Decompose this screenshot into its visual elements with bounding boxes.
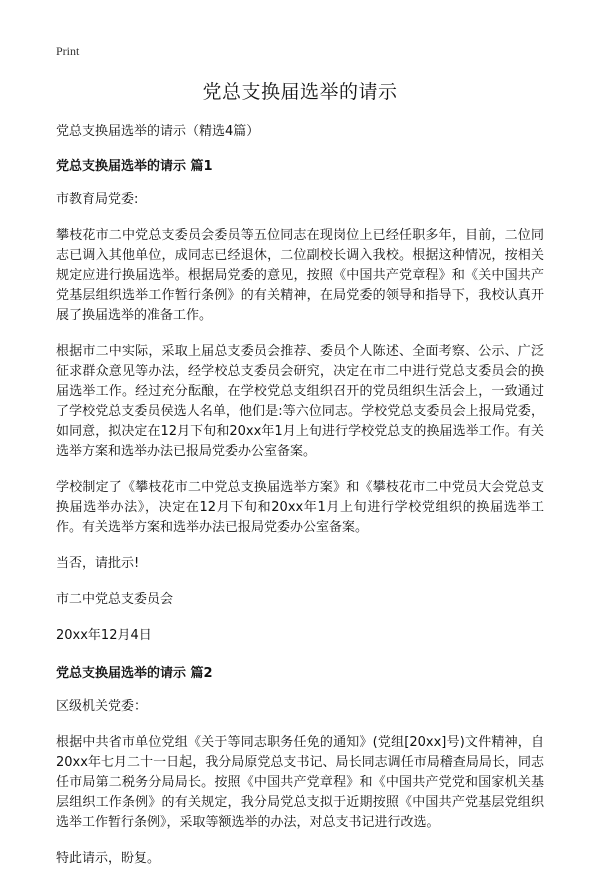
closing-line: 特此请示，盼复。 [56,851,161,866]
section-heading: 党总支换届选举的请示 篇2 [56,666,213,681]
body-paragraph: 根据中共省市单位党组《关于等同志职务任免的通知》(党组[20xx]号)文件精神，自20xx年七月二十一日起，我分局原党总支书记、局长同志调任市局稽查局局长，同志任市局第二税务分局局长。按照《中国共产党章程》和《中国共产党党和国家机关基层组织工作条例》的有关规定，我分局党总支拟于近期按照《中国共产党基层党组织选举工作暂行条例》，采取等额选举的办法，对总支书记进行改选。 [56,735,544,830]
document-subtitle: 党总支换届选举的请示（精选4篇） [56,124,260,139]
section-2 [56,662,544,869]
section-heading: 党总支换届选举的请示 篇1 [56,159,213,174]
signature: 市二中党总支委员会 [56,592,174,607]
closing-line: 当否，请批示! [56,556,140,571]
section-1 [56,155,544,646]
body-paragraph: 学校制定了《攀枝花市二中党总支换届选举方案》和《攀枝花市二中党员大会党总支换届选举办法》，决定在12月下旬和20xx年1月上旬进行学校党组织的换届选举工作。有关选举方案和选举办法已报局党委办公室备案。 [56,480,544,535]
document-title: 党总支换届选举的请示 [202,81,398,103]
date: 20xx年12月4日 [56,628,152,643]
print-label: Print [56,44,80,58]
body-paragraph: 根据市二中实际，采取上届总支委员会推荐、委员个人陈述、全面考察、公示、广泛征求群众意见等办法，经学校总支委员会研究，决定在市二中进行党总支委员会的换届选举工作。经过充分酝酿，在学校党总支组织召开的党员组织生活会上，一致通过了学校党总支委员侯选人名单，他们是:等六位同志。学校党总支委员会上报局党委，如同意，拟决定在12月下旬和20xx年1月上旬进行学校党总支的换届选举工作。有关选举方案和选举办法已报局党委办公室备案。 [56,344,544,459]
salutation: 市教育局党委: [56,192,139,207]
salutation: 区级机关党委： [56,699,148,714]
body-paragraph: 攀枝花市二中党总支委员会委员等五位同志在现岗位上已经任职多年，目前，二位同志已调入其他单位，成同志已经退休，二位副校长调入我校。根据这种情况，按相关规定应进行换届选举。根据局党委的意见，按照《中国共产党章程》和《关中国共产党基层组织选举工作暂行条例》的有关精神，在局党委的领导和指导下，我校认真开展了换届选举的准备工作。 [56,228,544,323]
